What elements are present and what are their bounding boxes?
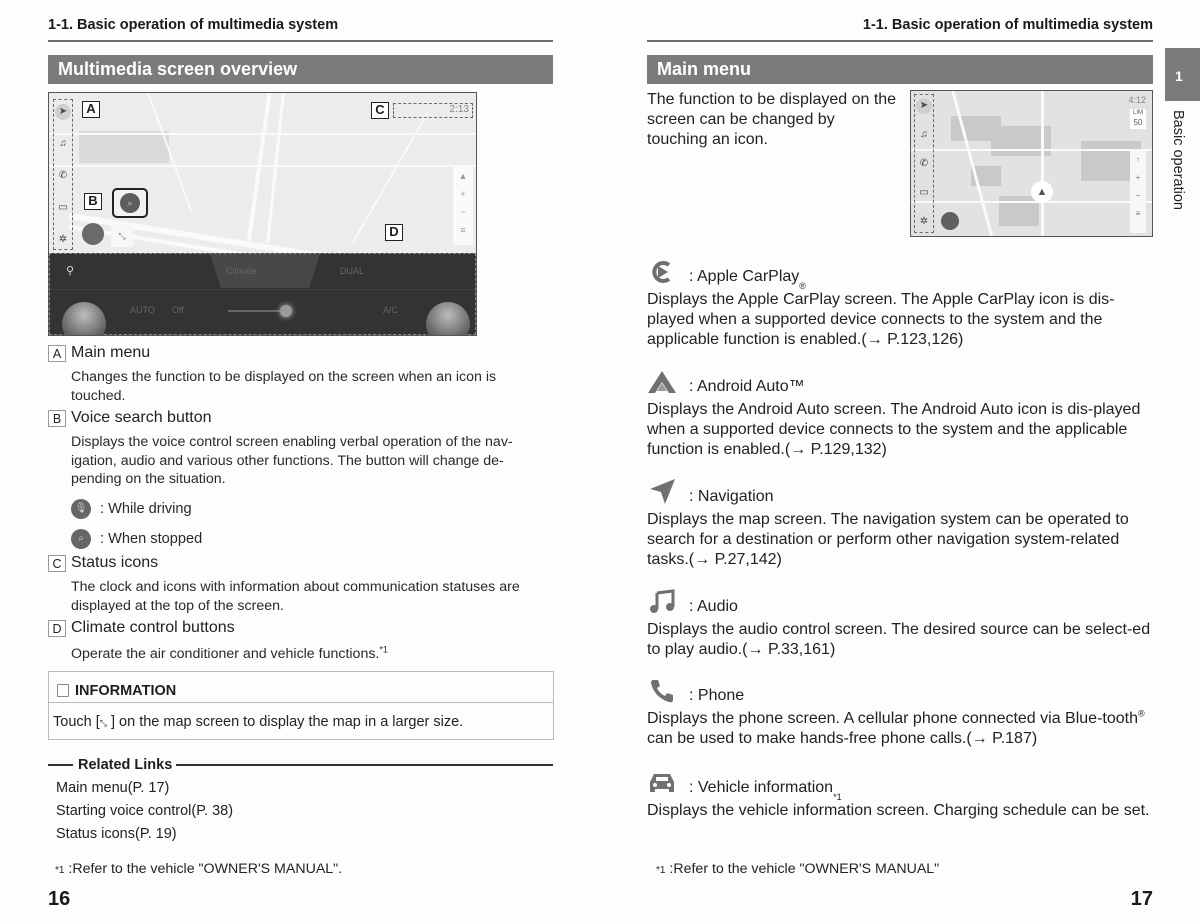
main-menu-screen-illustration — [910, 90, 1153, 237]
information-box — [48, 671, 554, 740]
entry-body: Displays the Android Auto screen. The Android Auto icon is dis-played when a supported device connects to the system and the applicable function is enabled.(→ P.129,132) — [647, 401, 1141, 458]
sub-item — [71, 499, 553, 519]
apple-carplay-icon — [647, 258, 677, 286]
entry-label: : Apple CarPlay — [689, 268, 800, 285]
climate-label[interactable]: Climate — [226, 266, 257, 276]
entry-body-text: can be used to make hands-free phone calls.(→ P.187) — [647, 730, 1038, 747]
footnote-ref: *1 — [379, 644, 388, 655]
clock: 2:13 — [449, 104, 469, 115]
menu-entry-vehicle-information: : Vehicle information *1 Displays the vehicle information screen. Charging schedule can be set. — [647, 769, 1153, 821]
information-title: INFORMATION — [75, 682, 177, 699]
footnote-mark: *1 — [55, 865, 65, 876]
search-icon: ⌕ — [71, 529, 91, 549]
entry-body-text: Displays the phone screen. A cellular phone connected via Blue-tooth — [647, 710, 1138, 727]
page-17 — [647, 0, 1153, 921]
item-body: The clock and icons with information about communication statuses are displayed at the top of the screen. — [71, 579, 520, 614]
vehicle-icon[interactable]: ▭ — [919, 187, 929, 198]
speed-limit-sign — [1130, 109, 1146, 129]
main-menu-bar — [53, 99, 73, 250]
footnote-mark: *1 — [656, 865, 666, 876]
item-a — [48, 344, 553, 405]
registered-mark: ® — [1137, 708, 1145, 719]
map-road — [266, 93, 285, 243]
vehicle-icon[interactable]: ▭ — [58, 202, 68, 213]
item-title: Main menu — [71, 344, 151, 361]
menu-entry-audio — [647, 588, 1153, 660]
entry-body: Displays the map screen. The navigation system can be operated to search for a destination or perform other navigation system-related tasks.(→ P.27,142) — [647, 511, 1129, 568]
badge-b: B — [48, 410, 66, 427]
speed-limit-value: 50 — [1133, 118, 1143, 127]
zoom-out-icon[interactable]: − — [1135, 191, 1141, 200]
head-rule — [647, 40, 1153, 42]
navigation-icon[interactable]: ➤ — [916, 98, 932, 114]
multimedia-screen-illustration — [48, 92, 477, 336]
callout-b: B — [84, 193, 102, 210]
navigation-icon[interactable]: ➤ — [55, 104, 71, 120]
footnote-text: :Refer to the vehicle "OWNER'S MANUAL". — [68, 861, 343, 877]
audio-note-icon — [647, 588, 677, 616]
footnote — [656, 861, 939, 877]
item-title: Status icons — [71, 554, 159, 571]
menu-icon[interactable]: ≡ — [1135, 209, 1141, 218]
map-road — [951, 91, 993, 237]
menu-entry-apple-carplay: : Apple CarPlay ® Displays the Apple CarPlay screen. The Apple CarPlay icon is dis-played when a supported device connects to the system and the applicable function is enabled.(→ P.123,126) — [647, 258, 1153, 350]
entry-body — [647, 709, 1153, 749]
entry-label: : Navigation — [689, 488, 774, 505]
callout-c: C — [371, 102, 389, 119]
vehicle-position-icon: ▲ — [1031, 181, 1053, 203]
related-link[interactable]: Starting voice control(P. 38) — [56, 803, 234, 819]
phone-icon — [647, 677, 677, 705]
expand-map-button[interactable]: ⤡ — [111, 225, 133, 247]
android-auto-icon — [647, 368, 677, 396]
settings-gear-icon[interactable]: ✲ — [919, 216, 929, 227]
footnote — [55, 861, 342, 877]
search-button-callout — [112, 188, 148, 218]
callout-a: A — [82, 101, 100, 118]
divider — [176, 764, 553, 766]
entry-label: : Vehicle information — [689, 779, 834, 796]
off-button[interactable]: Off — [172, 305, 184, 315]
right-temp-knob[interactable] — [426, 302, 470, 336]
sub-item-label: : While driving — [100, 500, 192, 517]
auto-button[interactable]: AUTO — [130, 305, 155, 315]
audio-icon[interactable]: ♫ — [59, 138, 67, 149]
running-head: 1-1. Basic operation of multimedia system — [862, 17, 1153, 33]
book-icon — [57, 684, 69, 697]
zoom-out-icon[interactable]: − — [460, 207, 466, 217]
footnote-text: :Refer to the vehicle "OWNER'S MANUAL" — [669, 861, 940, 877]
intro-text: The function to be displayed on the screen can be changed by touching an icon. — [647, 91, 897, 148]
map-road — [1041, 91, 1044, 237]
main-menu-bar — [914, 94, 934, 233]
speed-limit-label: LIM — [1132, 110, 1143, 116]
search-icon[interactable]: ⌕ — [120, 193, 140, 213]
expand-icon: ⤡ — [99, 718, 107, 728]
item-b — [48, 409, 553, 549]
map-block — [79, 131, 169, 163]
item-body-text: Operate the air conditioner and vehicle functions. — [71, 646, 380, 662]
related-links-title: Related Links — [78, 757, 173, 773]
item-body — [71, 645, 553, 664]
dual-label[interactable]: DUAL — [340, 266, 365, 276]
zoom-in-icon[interactable]: + — [1135, 173, 1141, 182]
entry-body: Displays the vehicle information screen. Charging schedule can be set. — [647, 802, 1150, 819]
fan-speed-slider[interactable] — [228, 310, 288, 312]
map-road — [911, 201, 1153, 203]
page-number: 16 — [48, 888, 71, 910]
info-text: ] on the map screen to display the map in a larger size. — [106, 714, 464, 730]
entry-body: Displays the audio control screen. The desired source can be select-ed to play audio.(→ P.33,161) — [647, 621, 1151, 658]
badge-c: C — [48, 555, 66, 572]
climate-control-bar — [49, 253, 476, 335]
related-links — [48, 757, 553, 842]
vehicle-icon — [647, 769, 677, 797]
page-16 — [48, 0, 553, 921]
audio-icon[interactable]: ♫ — [920, 129, 928, 140]
menu-entry-phone — [647, 677, 1153, 749]
settings-gear-icon[interactable]: ✲ — [58, 234, 68, 245]
climate-top-row — [50, 254, 475, 290]
item-body: Displays the voice control screen enabling verbal operation of the nav-igation, audio and various other functions. The button will change de-pending on the situation. — [71, 434, 513, 487]
item-d — [48, 619, 553, 664]
voice-search-button[interactable] — [941, 212, 959, 230]
item-title: Voice search button — [71, 409, 212, 426]
entry-label: : Android Auto™ — [689, 378, 805, 395]
sub-item — [71, 529, 553, 549]
status-icons-area — [393, 103, 473, 118]
compass-icon[interactable]: ▲ — [458, 171, 468, 181]
voice-search-button[interactable] — [82, 223, 104, 245]
entry-body: Displays the Apple CarPlay screen. The Apple CarPlay icon is dis-played when a supported device connects to the system and the applicable function is enabled.(→ P.123,126) — [647, 291, 1115, 348]
info-text: Touch [ — [53, 714, 100, 730]
map-road — [911, 149, 1153, 151]
ac-button[interactable]: A/C — [383, 305, 399, 315]
section-title: Multimedia screen overview — [48, 55, 553, 84]
seat-icon[interactable]: ⚲ — [66, 265, 75, 277]
menu-entry-android-auto — [647, 368, 1153, 460]
information-body — [49, 703, 553, 730]
entry-label: : Phone — [689, 687, 745, 704]
map-zoom-controls — [1130, 151, 1146, 233]
divider — [48, 764, 73, 766]
entry-label: : Audio — [689, 598, 738, 615]
navigation-icon — [647, 478, 677, 506]
item-title: Climate control buttons — [71, 619, 235, 636]
compass-icon[interactable]: ↑ — [1136, 155, 1140, 164]
related-link[interactable]: Status icons(P. 19) — [56, 826, 177, 842]
item-c — [48, 554, 553, 615]
callout-d: D — [385, 224, 403, 241]
menu-icon[interactable]: ≡ — [460, 225, 466, 235]
fan-slider-knob[interactable] — [280, 305, 292, 317]
page-number: 17 — [1130, 888, 1153, 910]
section-title: Main menu — [647, 55, 1153, 84]
related-link[interactable]: Main menu(P. 17) — [56, 780, 170, 796]
chapter-tab[interactable]: 1 — [1165, 48, 1200, 101]
badge-d: D — [48, 620, 66, 637]
status-clock: 4:12 — [1128, 95, 1146, 105]
map-road — [49, 165, 476, 167]
zoom-in-icon[interactable]: + — [460, 189, 466, 199]
map-zoom-controls — [453, 165, 473, 245]
microphone-icon: 🎙 — [71, 499, 91, 519]
phone-icon[interactable]: ✆ — [919, 158, 929, 169]
sub-item-label: : When stopped — [100, 530, 203, 547]
phone-icon[interactable]: ✆ — [58, 170, 68, 181]
chapter-tab-label: Basic operation — [1170, 110, 1186, 210]
item-body: Changes the function to be displayed on the screen when an icon is touched. — [71, 369, 497, 404]
running-head: 1-1. Basic operation of multimedia system — [48, 17, 339, 33]
left-temp-knob[interactable] — [62, 302, 106, 336]
menu-entry-navigation — [647, 478, 1153, 570]
badge-a: A — [48, 345, 66, 362]
head-rule — [48, 40, 553, 42]
